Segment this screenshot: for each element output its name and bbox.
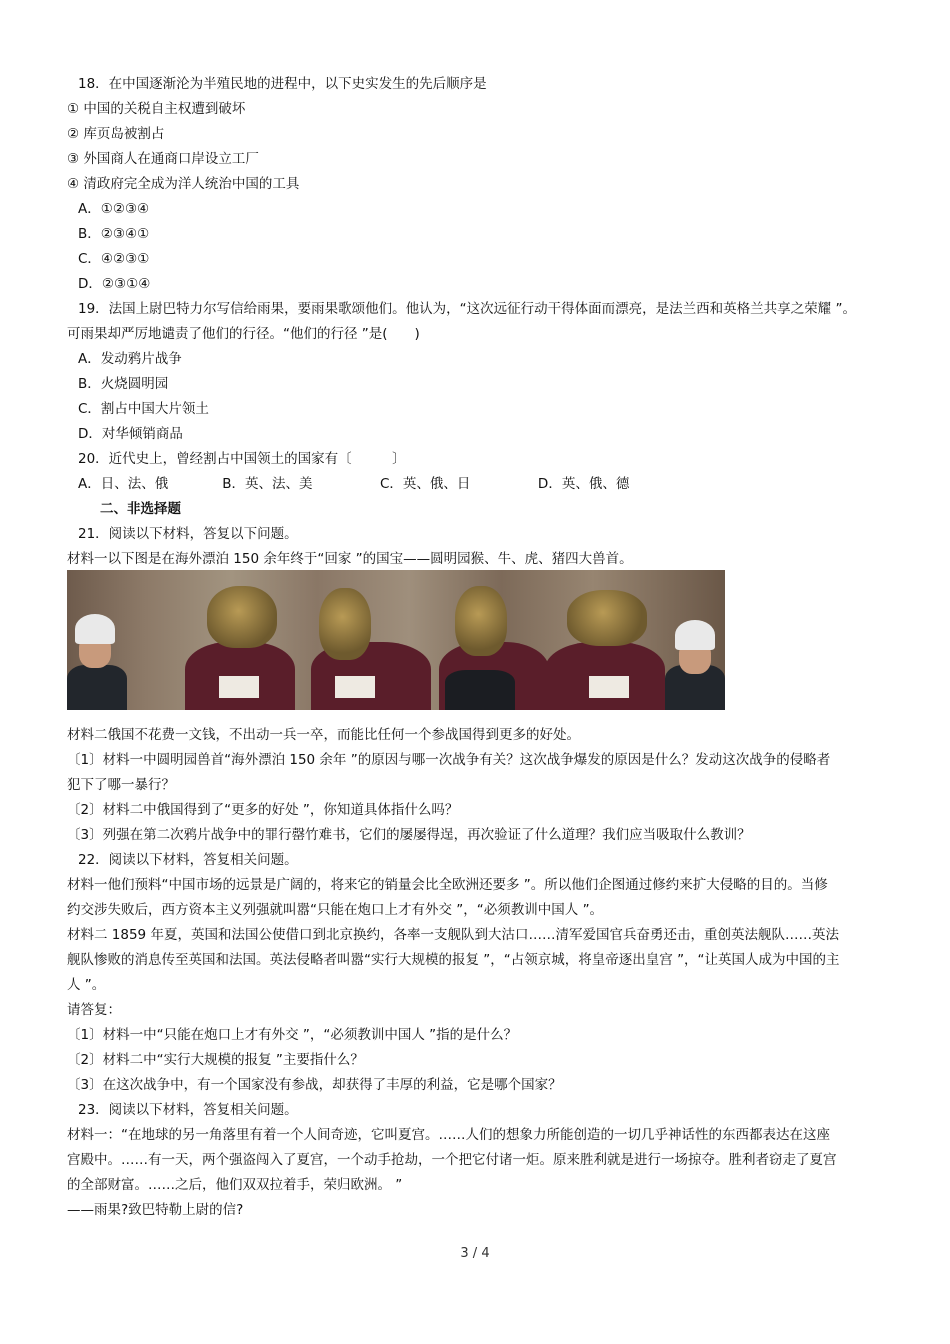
q21-question-1-cont: 犯下了哪一暴行？ bbox=[67, 777, 175, 793]
q18-option-b: B．②③④① bbox=[78, 226, 150, 242]
q18-stem: 18．在中国逐渐沦为半殖民地的进程中，以下史实发生的先后顺序是 bbox=[78, 76, 487, 92]
q23-material-1: 材料一：“在地球的另一角落里有着一个人间奇迹，它叫夏宫。……人们的想象力所能创造的一切几乎神话性的东西都表达在这座 bbox=[67, 1127, 830, 1143]
q22-stem: 22．阅读以下材料，答复相关问题。 bbox=[78, 852, 298, 868]
q18-option-c: C．④②③① bbox=[78, 251, 150, 267]
q22-material-2-cont: 舰队惨败的消息传至英国和法国。英法侵略者叫嚣“实行大规模的报复 ”，“占领京城，将皇帝逐出皇宫 ”，“让英国人成为中国的主 bbox=[67, 952, 840, 968]
q23-material-1-cont: 宫殿中。……有一天，两个强盗闯入了夏宫，一个动手抢劫，一个把它付诸一炬。原来胜利就是进行一场掠夺。胜利者窃走了夏宫 bbox=[67, 1152, 837, 1168]
q18-item-4: ④ 清政府完全成为洋人统治中国的工具 bbox=[67, 176, 300, 192]
q19-option-b: B．火烧圆明园 bbox=[78, 376, 169, 392]
q22-material-1: 材料一他们预料“中国市场的远景是广阔的，将来它的销量会比全欧洲还要多 ”。所以他们企图通过修约来扩大侵略的目的。当修 bbox=[67, 877, 828, 893]
q18-option-a: A．①②③④ bbox=[78, 201, 150, 217]
zodiac-heads-photo bbox=[67, 570, 725, 710]
q21-question-3: 〔3〕列强在第二次鸦片战争中的罪行罄竹难书，它们的屡屡得逞，再次验证了什么道理？我们应当吸取什么教训？ bbox=[67, 827, 751, 843]
q19-option-c: C．割占中国大片领土 bbox=[78, 401, 209, 417]
q21-material-1: 材料一以下图是在海外漂泊 150 余年终于“回家 ”的国宝——圆明园猴、牛、虎、猪四大兽首。 bbox=[67, 551, 633, 567]
page-number: 3 / 4 bbox=[460, 1246, 490, 1261]
q21-question-1: 〔1〕材料一中圆明园兽首“海外漂泊 150 余年 ”的原因与哪一次战争有关？这次战争爆发的原因是什么？发动这次战争的侵略者 bbox=[67, 752, 831, 768]
section-heading: 二、非选择题 bbox=[100, 501, 181, 517]
q22-answer-prompt: 请答复： bbox=[67, 1002, 121, 1018]
q18-option-d: D．②③①④ bbox=[78, 276, 151, 292]
q22-material-2-end: 人 ”。 bbox=[67, 977, 106, 993]
q18-item-2: ② 库页岛被割占 bbox=[67, 126, 165, 142]
q19-option-a: A．发动鸦片战争 bbox=[78, 351, 182, 367]
q21-material-2: 材料二俄国不花费一文钱，不出动一兵一卒，而能比任何一个参战国得到更多的好处。 bbox=[67, 727, 580, 743]
q22-material-2: 材料二 1859 年夏，英国和法国公使借口到北京换约，各率一支舰队到大沽口……清军爱国官兵奋勇还击，重创英法舰队……英法 bbox=[67, 927, 839, 943]
q18-item-3: ③ 外国商人在通商口岸设立工厂 bbox=[67, 151, 259, 167]
q22-question-3: 〔3〕在这次战争中，有一个国家没有参战，却获得了丰厚的利益，它是哪个国家？ bbox=[67, 1077, 562, 1093]
q23-stem: 23．阅读以下材料，答复相关问题。 bbox=[78, 1102, 298, 1118]
q21-stem: 21．阅读以下材料，答复以下问题。 bbox=[78, 526, 298, 542]
q19-stem-cont: 可雨果却严厉地谴责了他们的行径。“他们的行径 ”是( ) bbox=[67, 326, 420, 342]
q19-option-d: D．对华倾销商品 bbox=[78, 426, 183, 442]
q22-question-1: 〔1〕材料一中“只能在炮口上才有外交 ”，“必须教训中国人 ”指的是什么？ bbox=[67, 1027, 518, 1043]
q20-options: A．日、法、俄 B．英、法、美 C．英、俄、日 D．英、俄、德 bbox=[78, 476, 630, 492]
q23-material-1-end: 的全部财富。……之后，他们双双拉着手，荣归欧洲。 ” bbox=[67, 1177, 403, 1193]
q20-stem: 20．近代史上，曾经割占中国领土的国家有〔 〕 bbox=[78, 451, 406, 467]
q21-question-2: 〔2〕材料二中俄国得到了“更多的好处 ”，你知道具体指什么吗？ bbox=[67, 802, 459, 818]
q19-stem: 19．法国上尉巴特力尔写信给雨果，要雨果歌颂他们。他认为，“这次远征行动干得体面而漂亮，是法兰西和英格兰共享之荣耀 ”。 bbox=[78, 301, 856, 317]
q22-material-1-cont: 约交涉失败后，西方资本主义列强就叫嚣“只能在炮口上才有外交 ”，“必须教训中国人 ”。 bbox=[67, 902, 604, 918]
q22-question-2: 〔2〕材料二中“实行大规模的报复 ”主要指什么？ bbox=[67, 1052, 364, 1068]
q23-source: ——雨果?致巴特勒上尉的信? bbox=[67, 1202, 244, 1218]
q18-item-1: ① 中国的关税自主权遭到破坏 bbox=[67, 101, 246, 117]
